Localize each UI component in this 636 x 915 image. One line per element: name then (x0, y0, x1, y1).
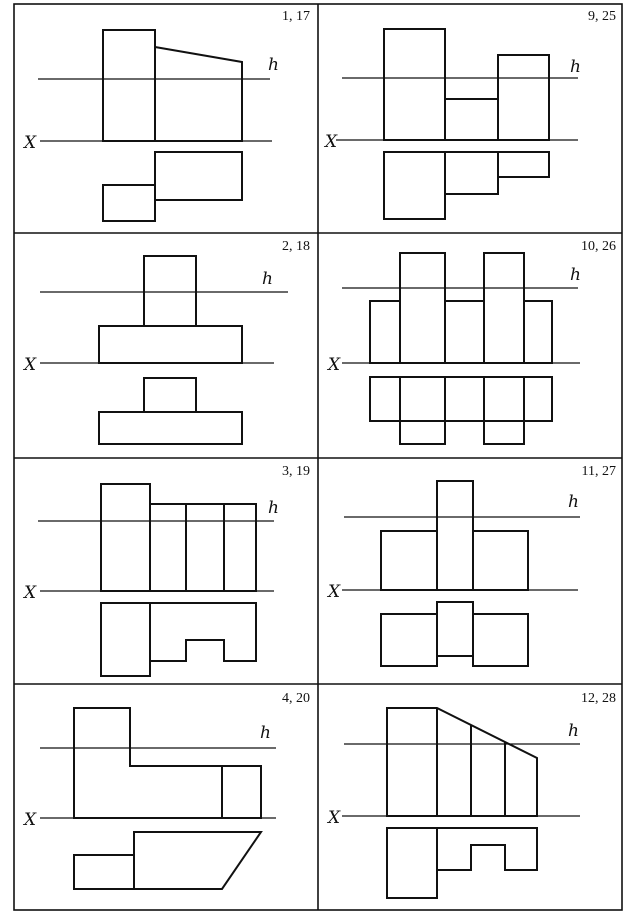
card-variant-1-17 (22, 9, 310, 221)
top-view-outline (101, 603, 256, 676)
x-axis-label: X (325, 132, 338, 152)
card-variant-12-28 (326, 691, 616, 898)
h-axis-label: h (568, 721, 579, 741)
h-axis-label: h (568, 492, 579, 512)
variant-label: 11, 27 (581, 464, 616, 479)
top-view-block (144, 378, 196, 412)
variant-label: 2, 18 (282, 239, 310, 254)
top-view-block (437, 602, 473, 656)
front-view-block (99, 326, 242, 363)
front-view-block (370, 301, 400, 363)
front-view-block (103, 30, 155, 141)
h-axis-label: h (268, 498, 279, 518)
top-view-outline (387, 828, 537, 898)
top-view-block (384, 152, 445, 219)
front-view-block (524, 301, 552, 363)
front-view-block (498, 55, 549, 140)
front-view-sloped-outline (387, 708, 537, 816)
card-variant-9-25 (323, 9, 616, 219)
variant-label: 9, 25 (588, 9, 616, 24)
top-view-block (484, 377, 524, 444)
h-axis-label: h (570, 265, 581, 285)
top-view-block (445, 152, 498, 194)
front-view-sloped-block (155, 47, 242, 141)
top-view-block (473, 614, 528, 666)
h-axis-label: h (260, 723, 271, 743)
front-view-outline (74, 708, 261, 818)
top-view-block (103, 185, 155, 221)
card-variant-4-20 (22, 691, 310, 889)
front-view-block (437, 481, 473, 590)
variant-label: 10, 26 (581, 239, 616, 254)
front-view-block (101, 484, 150, 591)
top-view-block (99, 412, 242, 444)
card-variant-3-19 (22, 464, 310, 676)
x-axis-label: X (24, 583, 37, 603)
top-view-block (400, 377, 445, 444)
front-view-block (484, 253, 524, 363)
top-view-block (381, 614, 437, 666)
front-view-block (144, 256, 196, 326)
x-axis-label: X (328, 355, 341, 375)
h-axis-label: h (262, 269, 273, 289)
x-axis-label: X (328, 808, 341, 828)
variant-label: 1, 17 (282, 9, 310, 24)
card-variant-10-26 (326, 239, 616, 444)
variant-label: 12, 28 (581, 691, 616, 706)
front-view-block (381, 531, 437, 590)
front-view-block (384, 29, 445, 140)
top-view-block (74, 855, 134, 889)
front-view-block (445, 99, 498, 140)
top-view-block (155, 152, 242, 200)
variant-label: 4, 20 (282, 691, 310, 706)
x-axis-label: X (328, 582, 341, 602)
card-variant-11-27 (326, 464, 616, 666)
front-view-block (150, 504, 256, 591)
h-axis-label: h (268, 55, 279, 75)
top-view-block (498, 152, 549, 177)
x-axis-label: X (24, 133, 37, 153)
front-view-block (473, 531, 528, 590)
front-view-block (445, 301, 484, 363)
h-axis-label: h (570, 57, 581, 77)
variant-label: 3, 19 (282, 464, 310, 479)
top-view-sloped-block (134, 832, 261, 889)
front-view-block (400, 253, 445, 363)
x-axis-label: X (24, 355, 37, 375)
x-axis-label: X (24, 810, 37, 830)
card-variant-2-18 (22, 239, 310, 444)
